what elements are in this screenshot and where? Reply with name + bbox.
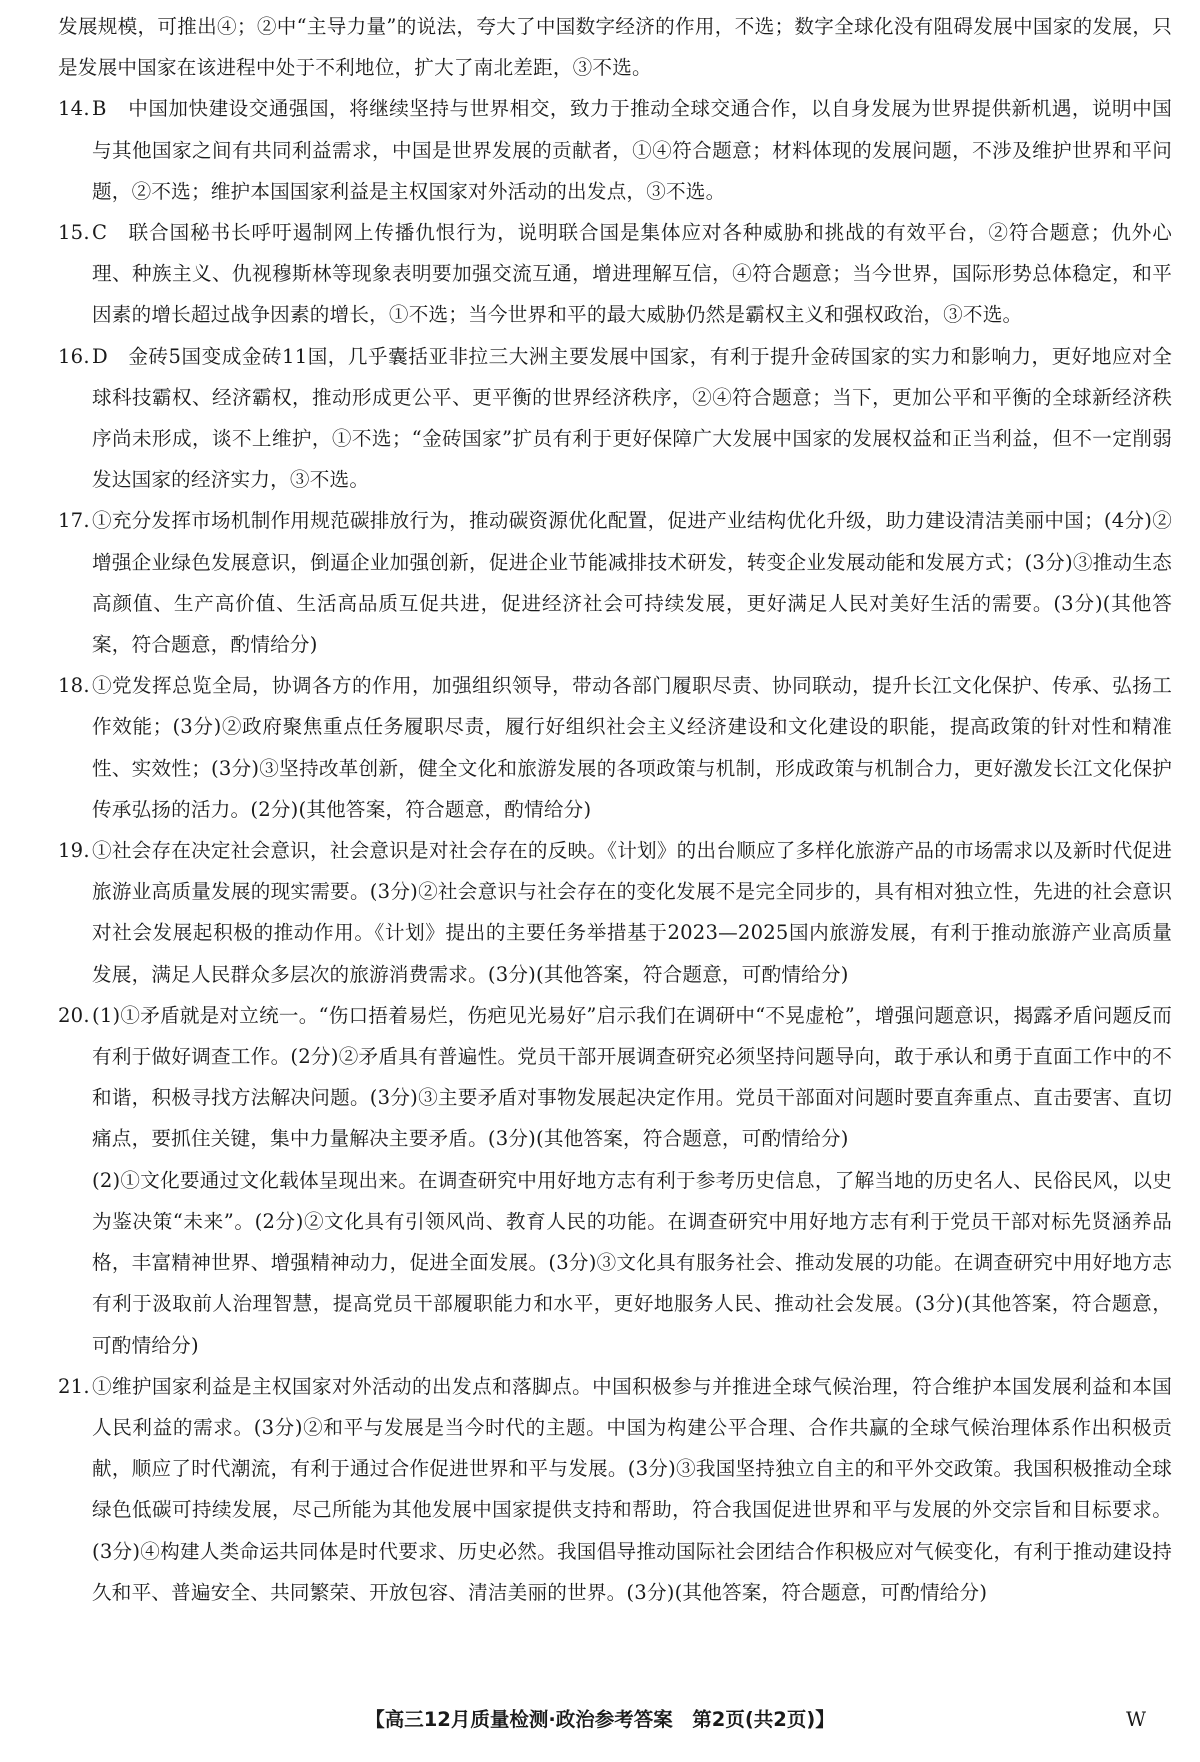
answer-explanation: ①维护国家利益是主权国家对外活动的出发点和落脚点。中国积极参与并推进全球气候治理，符合维护本国发展利益和本国人民利益的需求。(3分)②和平与发展是当今时代的主题。中国为构建公平合理、合作共赢的全球气候治理体系作出积极贡献，顺应了时代潮流，有利于通过合作促进世界和平与发展。(3分)③我国坚持独立自主的和平外交政策。我国积极推动全球绿色低碳可持续发展，尽己所能为其他发展中国家提供支持和帮助，符合我国促进世界和平与发展的外交宗旨和目标要求。(3分)④构建人类命运共同体是时代要求、历史必然。我国倡导推动国际社会团结合作积极应对气候变化，有利于推动建设持久和平、普遍安全、共同繁荣、开放包容、清洁美丽的世界。(3分)(其他答案，符合题意，可酌情给分)	[92, 1374, 1172, 1604]
answer-item-20	[58, 995, 1172, 1160]
answer-explanation: 联合国秘书长呼吁遏制网上传播仇恨行为，说明联合国是集体应对各种威胁和挑战的有效平台，②符合题意；仇外心理、种族主义、仇视穆斯林等现象表明要加强交流互通，增进理解互信，④符合题意；当今世界，国际形势总体稳定，和平因素的增长超过战争因素的增长，①不选；当今世界和平的最大威胁仍然是霸权主义和强权政治，③不选。	[92, 221, 1172, 327]
item-number: 19.	[58, 839, 90, 863]
item-number: 17.	[58, 509, 90, 533]
answer-item-15	[58, 212, 1172, 336]
page-footer: 【高三12月质量检测·政治参考答案 第2页(共2页)】	[365, 1708, 835, 1731]
answer-explanation: ①党发挥总览全局，协调各方的作用，加强组织领导，带动各部门履职尽责、协同联动，提升长江文化保护、传承、弘扬工作效能；(3分)②政府聚焦重点任务履职尽责，履行好组织社会主义经济建设和文化建设的职能，提高政策的针对性和精准性、实效性；(3分)③坚持改革创新，健全文化和旅游发展的各项政策与机制，形成政策与机制合力，更好激发长江文化保护传承弘扬的活力。(2分)(其他答案，符合题意，酌情给分)	[92, 674, 1172, 821]
continued-answer-text: 发展规模，可推出④；②中“主导力量”的说法，夸大了中国数字经济的作用，不选；数字全球化没有阻碍发展中国家的发展，只是发展中国家在该进程中处于不利地位，扩大了南北差距，③不选。	[58, 15, 1172, 80]
item-number: 20.	[58, 1003, 90, 1027]
choice-answer: D	[92, 344, 108, 368]
answer-explanation: 中国加快建设交通强国，将继续坚持与世界相交，致力于推动全球交通合作，以自身发展为世界提供新机遇，说明中国与其他国家之间有共同利益需求，中国是世界发展的贡献者，①④符合题意；材料体现的发展问题，不涉及维护世界和平问题，②不选；维护本国国家利益是主权国家对外活动的出发点，③不选。	[92, 97, 1172, 203]
choice-answer: C	[92, 221, 108, 245]
answer-explanation: 金砖5国变成金砖11国，几乎囊括亚非拉三大洲主要发展中国家，有利于提升金砖国家的实力和影响力，更好地应对全球科技霸权、经济霸权，推动形成更公平、更平衡的世界经济秩序，②④符合题意；当下，更加公平和平衡的全球新经济秩序尚未形成，谈不上维护，①不选；“金砖国家”扩员有利于更好保障广大发展中国家的发展权益和正当利益，但不一定削弱发达国家的经济实力，③不选。	[92, 344, 1172, 492]
answer-item-14	[58, 88, 1172, 212]
item-number: 14.	[58, 97, 90, 121]
answer-item-16	[58, 336, 1172, 501]
answer-item-17	[58, 500, 1172, 665]
answer-item-21	[58, 1366, 1172, 1613]
answer-explanation: ①充分发挥市场机制作用规范碳排放行为，推动碳资源优化配置，促进产业结构优化升级，助力建设清洁美丽中国；(4分)②增强企业绿色发展意识，倒逼企业加强创新，促进企业节能减排技术研发，转变企业发展动能和发展方式；(3分)③推动生态高颜值、生产高价值、生活高品质互促共进，促进经济社会可持续发展，更好满足人民对美好生活的需要。(3分)(其他答案，符合题意，酌情给分)	[92, 509, 1172, 657]
item-number: 15.	[58, 221, 90, 245]
answer-item-19	[58, 830, 1172, 995]
choice-answer: B	[92, 97, 107, 121]
item-number: 18.	[58, 674, 90, 698]
answer-item-18	[58, 665, 1172, 830]
answer-item-20-part-2: (2)①文化要通过文化载体呈现出来。在调查研究中用好地方志有利于参考历史信息，了解当地的历史名人、民俗民风，以史为鉴决策“未来”。(2分)②文化具有引领风尚、教育人民的功能。在调查研究中用好地方志有利于党员干部对标先贤涵养品格，丰富精神世界、增强精神动力，促进全面发展。(3分)③文化具有服务社会、推动发展的功能。在调查研究中用好地方志有利于汲取前人治理智慧，提高党员干部履职能力和水平，更好地服务人民、推动社会发展。(3分)(其他答案，符合题意，可酌情给分)	[92, 1168, 1172, 1357]
item-number: 16.	[58, 344, 90, 368]
answer-explanation: ①社会存在决定社会意识，社会意识是对社会存在的反映。《计划》的出台顺应了多样化旅游产品的市场需求以及新时代促进旅游业高质量发展的现实需要。(3分)②社会意识与社会存在的变化发展不是完全同步的，具有相对独立性，先进的社会意识对社会发展起积极的推动作用。《计划》提出的主要任务举措基于2023—2025国内旅游发展，有利于推动旅游产业高质量发展，满足人民群众多层次的旅游消费需求。(3分)(其他答案，符合题意，可酌情给分)	[92, 839, 1172, 986]
item-number: 21.	[58, 1374, 90, 1398]
answer-explanation: (1)①矛盾就是对立统一。“伤口捂着易烂，伤疤见光易好”启示我们在调研中“不晃虚枪”，增强问题意识，揭露矛盾问题反而有利于做好调查工作。(2分)②矛盾具有普遍性。党员干部开展调查研究必须坚持问题导向，敢于承认和勇于直面工作中的不和谐，积极寻找方法解决问题。(3分)③主要矛盾对事物发展起决定作用。党员干部面对问题时要直奔重点、直击要害、直切痛点，要抓住关键，集中力量解决主要矛盾。(3分)(其他答案，符合题意，可酌情给分)	[92, 1003, 1172, 1151]
answer-document	[58, 6, 1172, 1613]
footer-mark: W	[1125, 1708, 1146, 1731]
